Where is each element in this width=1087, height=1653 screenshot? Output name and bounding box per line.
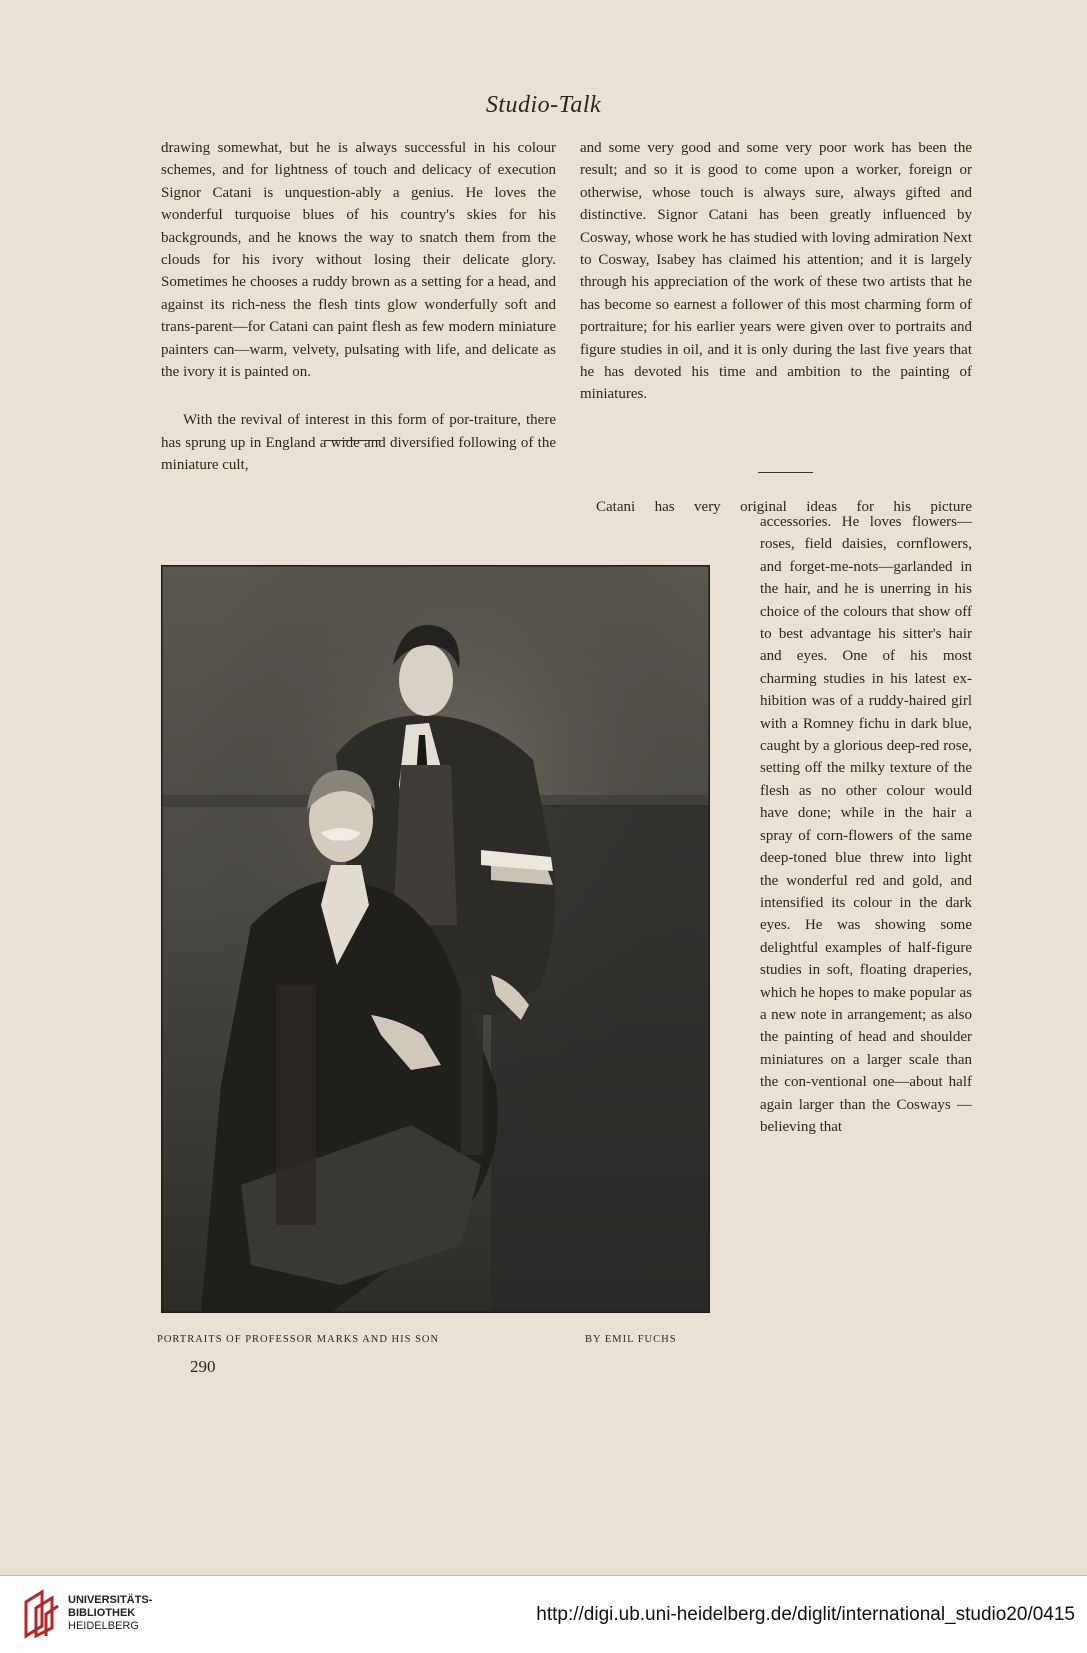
right-paragraph-1: and some very good and some very poor work has been the result; and so it is good to come upon a worker, foreign or otherwise, whose touch is always sure, always gifted and distinctive. Signor Catani has been greatly influenced by Cosway, whose work he has studied with loving admiration Next to Cosway, Isabey has claimed his attention; and it is largely through his appreciation of the work of these two artists that he has become so earnest a follower of this most charming form of portraiture; for his earlier years were given over to portraits and figure studies in oil, and it is only during the last five years that he has devoted his time and ambition to the painting of miniatures. <box>580 140 972 403</box>
left-paragraph-2: With the revival of interest in this form of por-traiture, there has sprung up in England a wide and diversified following of the miniature cult, <box>161 412 556 474</box>
right-column <box>580 137 972 406</box>
portrait-illustration <box>161 565 710 1313</box>
source-url[interactable]: http://digi.ub.uni-heidelberg.de/diglit/international_studio20/0415 <box>536 1604 1075 1625</box>
library-name-line-3: HEIDELBERG <box>68 1620 139 1632</box>
portrait-plate <box>161 565 710 1313</box>
left-paragraph-1: drawing somewhat, but he is always successful in his colour schemes, and for lightness of touch and delicacy of execution Signor Catani is unquestion-ably a genius. He loves the wonderful turquoise blues of his country's skies for his backgrounds, and he knows the way to snatch them from the clouds for his ivory without losing their delicate glory. Sometimes he chooses a ruddy brown as a setting for a head, and against its rich-ness the flesh tints glow wonderfully soft and trans-parent—for Catani can paint flesh as few modern miniature painters can—warm, velvety, pulsating with life, and delicate as the ivory it is painted on. <box>161 140 556 381</box>
page-number: 290 <box>190 1357 216 1376</box>
left-column <box>161 137 556 477</box>
library-name-line-2: BIBLIOTHEK <box>68 1607 136 1619</box>
plate-caption-title: PORTRAITS OF PROFESSOR MARKS AND HIS SON <box>157 1334 440 1345</box>
right-paragraph-2-text: accessories. He loves flowers—roses, field daisies, cornflowers, and forget-me-nots—garlanded in the hair, and he is unerring in his choice of the colours that show off to best advantage his sitter's hair and eyes. One of his most charming studies in his latest ex-hibition was of a ruddy-haired girl with a Romney fichu in dark blue, caught by a glorious deep-red rose, setting off the milky texture of the flesh as no other colour would have done; while in the hair a spray of corn-flowers of the same deep-toned blue threw into light the wonderful red and gold, and intensified its colour in the dark eyes. He was showing some delightful examples of half-figure studies in soft, floating draperies, which he hopes to make popular as a new note in arrangement; as also the painting of head and shoulder miniatures on a larger scale than the con-ventional one—about half again larger than the Cosways — believing that <box>760 514 972 1135</box>
running-head: Studio-Talk <box>485 92 602 118</box>
section-rule-right <box>758 472 813 473</box>
right-paragraph-2 <box>760 511 972 1138</box>
library-name <box>68 1594 152 1633</box>
library-name-line-1: UNIVERSITÄTS- <box>68 1594 153 1606</box>
right-paragraph-2-first-line: Catani has very original ideas for his picture <box>596 499 972 515</box>
section-rule-left <box>325 440 380 441</box>
library-logo-icon <box>22 1588 62 1640</box>
library-footer <box>0 1575 1087 1653</box>
plate-caption-artist: BY EMIL FUCHS <box>585 1334 677 1345</box>
